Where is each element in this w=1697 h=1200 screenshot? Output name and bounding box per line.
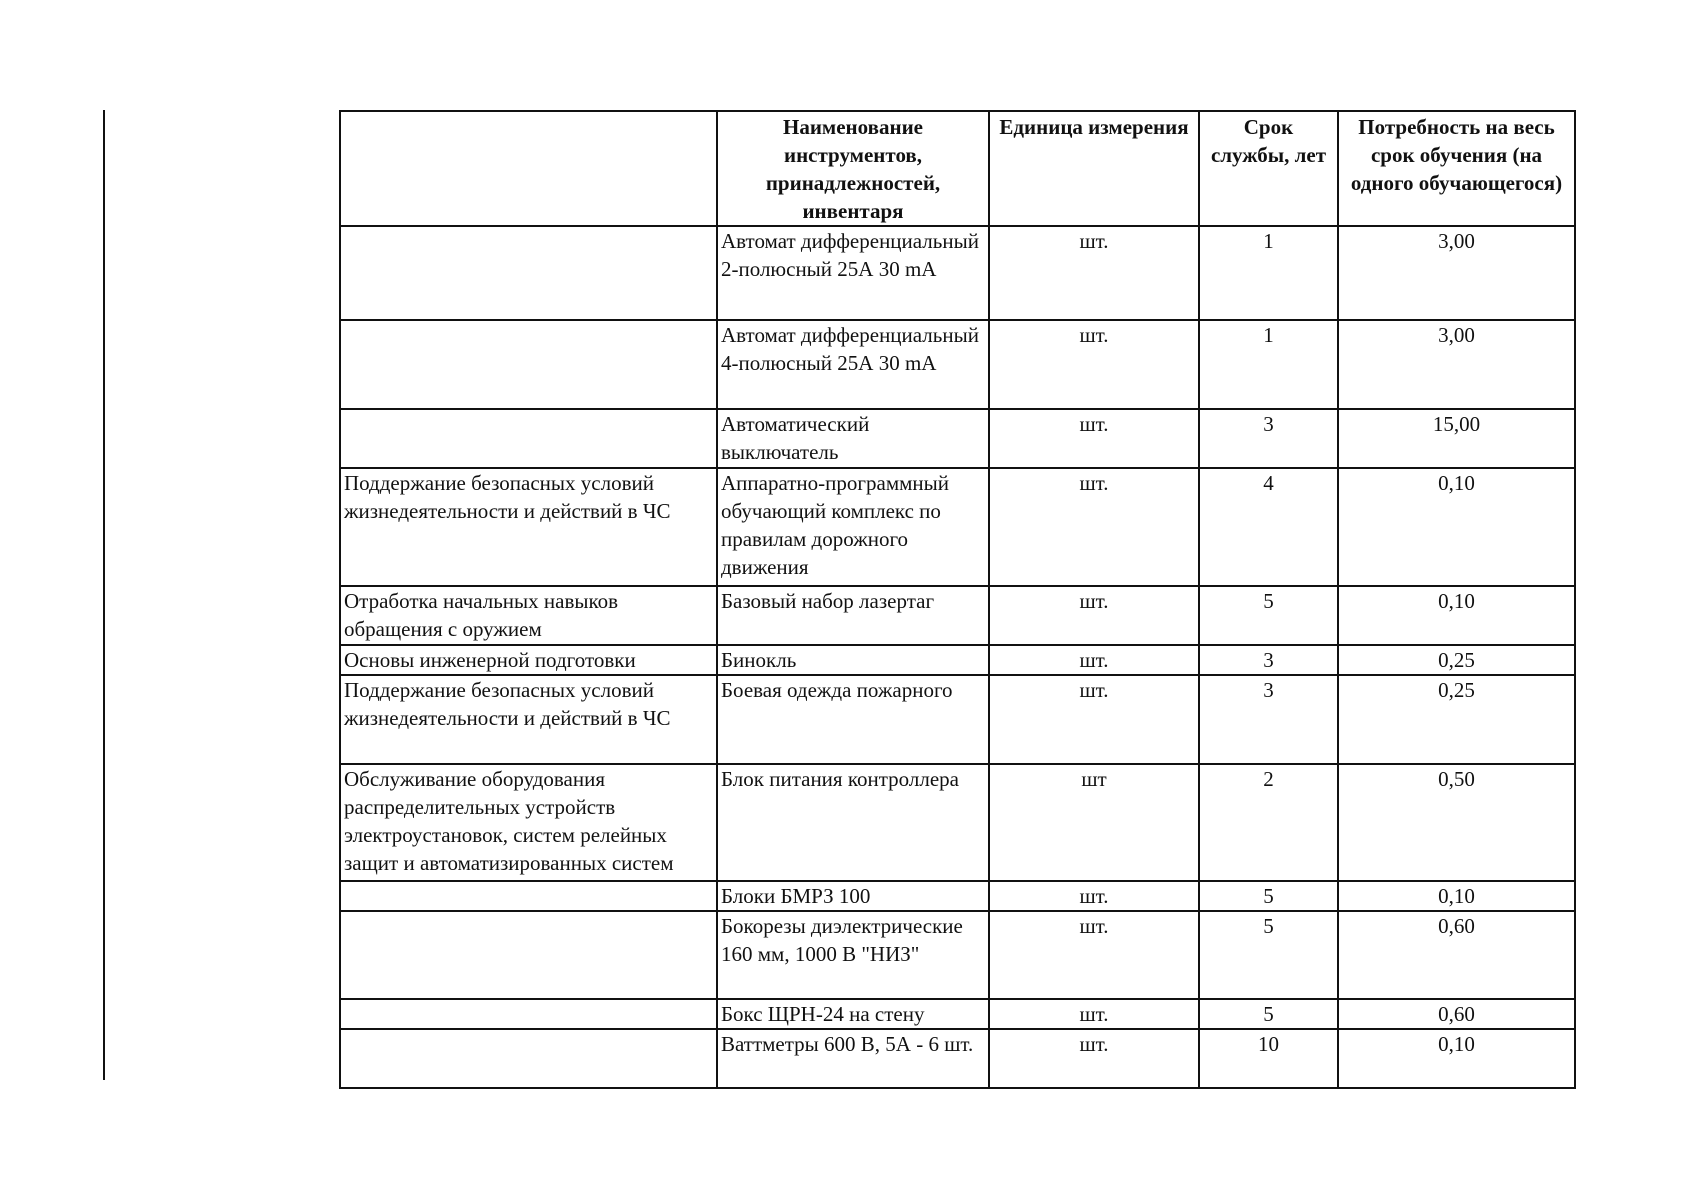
cell-service-life: 5: [1199, 586, 1338, 645]
cell-service-life: 3: [1199, 409, 1338, 468]
cell-item-name: Базовый набор лазертаг: [717, 586, 989, 645]
table-row: [340, 881, 1575, 911]
table-row: [340, 645, 1575, 675]
cell-service-life: 1: [1199, 320, 1338, 409]
cell-service-life: 3: [1199, 675, 1338, 764]
cell-service-life: 2: [1199, 764, 1338, 881]
cell-unit: шт.: [989, 320, 1199, 409]
cell-unit: шт.: [989, 1029, 1199, 1088]
cell-item-name: Автоматический выключатель: [717, 409, 989, 468]
cell-unit: шт: [989, 764, 1199, 881]
cell-requirement: 0,10: [1338, 586, 1575, 645]
cell-item-name: Автомат дифференциальный 4-полюсный 25А 30 mA: [717, 320, 989, 409]
cell-service-life: 5: [1199, 911, 1338, 999]
header-unit: Единица измерения: [989, 111, 1199, 226]
cell-item-name: Боевая одежда пожарного: [717, 675, 989, 764]
cell-discipline: Отработка начальных навыков обращения с оружием: [340, 586, 717, 645]
cell-discipline: Основы инженерной подготовки: [340, 645, 717, 675]
cell-unit: шт.: [989, 586, 1199, 645]
cell-discipline: [340, 1029, 717, 1088]
cell-requirement: 0,10: [1338, 881, 1575, 911]
table-row: [340, 468, 1575, 586]
table-row: [340, 409, 1575, 468]
cell-item-name: Ваттметры 600 В, 5А - 6 шт.: [717, 1029, 989, 1088]
cell-service-life: 4: [1199, 468, 1338, 586]
cell-item-name: Блоки БМРЗ 100: [717, 881, 989, 911]
cell-discipline: [340, 320, 717, 409]
cell-unit: шт.: [989, 226, 1199, 320]
table-row: [340, 675, 1575, 764]
cell-unit: шт.: [989, 468, 1199, 586]
cell-item-name: Автомат дифференциальный 2-полюсный 25А 30 mA: [717, 226, 989, 320]
table-row: [340, 586, 1575, 645]
cell-discipline: Обслуживание оборудования распределительных устройств электроустановок, систем релейных защит и автоматизированных систем: [340, 764, 717, 881]
cell-unit: шт.: [989, 645, 1199, 675]
cell-discipline: Поддержание безопасных условий жизнедеятельности и действий в ЧС: [340, 675, 717, 764]
header-discipline: [340, 111, 717, 226]
cell-unit: шт.: [989, 881, 1199, 911]
table-header-row: [340, 111, 1575, 226]
table-row: [340, 320, 1575, 409]
cell-service-life: 5: [1199, 999, 1338, 1029]
table-row: [340, 999, 1575, 1029]
cell-unit: шт.: [989, 999, 1199, 1029]
cell-requirement: 0,60: [1338, 999, 1575, 1029]
table-row: [340, 764, 1575, 881]
cell-requirement: 0,50: [1338, 764, 1575, 881]
cell-item-name: Бокс ЩРН-24 на стену: [717, 999, 989, 1029]
table-row: [340, 911, 1575, 999]
cell-service-life: 10: [1199, 1029, 1338, 1088]
cell-discipline: [340, 226, 717, 320]
table-row: [340, 226, 1575, 320]
equipment-table: [339, 110, 1576, 1089]
cell-item-name: Блок питания контроллера: [717, 764, 989, 881]
header-item-name: Наименование инструментов, принадлежностей, инвентаря: [717, 111, 989, 226]
cell-requirement: 0,10: [1338, 468, 1575, 586]
cell-requirement: 15,00: [1338, 409, 1575, 468]
cell-requirement: 3,00: [1338, 226, 1575, 320]
cell-requirement: 0,60: [1338, 911, 1575, 999]
cell-service-life: 3: [1199, 645, 1338, 675]
cell-requirement: 0,25: [1338, 645, 1575, 675]
cell-service-life: 1: [1199, 226, 1338, 320]
cell-service-life: 5: [1199, 881, 1338, 911]
cell-discipline: [340, 999, 717, 1029]
cell-item-name: Бинокль: [717, 645, 989, 675]
table-row: [340, 1029, 1575, 1088]
page-margin-line: [103, 110, 105, 1080]
cell-requirement: 0,25: [1338, 675, 1575, 764]
cell-requirement: 0,10: [1338, 1029, 1575, 1088]
cell-item-name: Бокорезы диэлектрические 160 мм, 1000 В "НИЗ": [717, 911, 989, 999]
cell-discipline: [340, 409, 717, 468]
cell-discipline: [340, 911, 717, 999]
cell-unit: шт.: [989, 675, 1199, 764]
cell-discipline: Поддержание безопасных условий жизнедеятельности и действий в ЧС: [340, 468, 717, 586]
header-service-life: Срок службы, лет: [1199, 111, 1338, 226]
cell-unit: шт.: [989, 409, 1199, 468]
cell-item-name: Аппаратно-программный обучающий комплекс по правилам дорожного движения: [717, 468, 989, 586]
cell-unit: шт.: [989, 911, 1199, 999]
cell-discipline: [340, 881, 717, 911]
cell-requirement: 3,00: [1338, 320, 1575, 409]
header-requirement: Потребность на весь срок обучения (на одного обучающегося): [1338, 111, 1575, 226]
